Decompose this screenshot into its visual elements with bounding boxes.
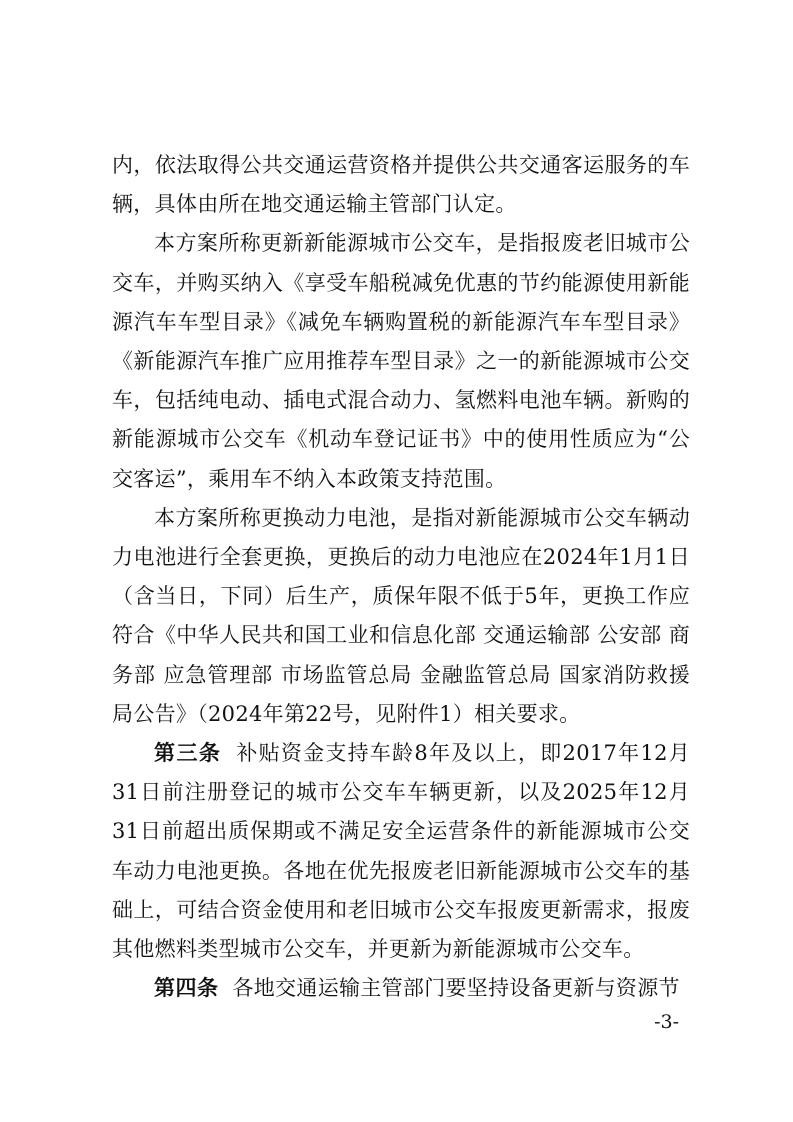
paragraph-battery-replacement-definition xyxy=(112,499,690,734)
paragraph-text: 补贴资金支持车龄8年及以上，即2017年12月31日前注册登记的城市公交车车辆更新，以及2025年12月31日前超出质保期或不满足安全运营条件的新能源城市公交车动力电池更换。各地在优先报废老旧新能源城市公交车的基础上，可结合资金使用和老旧城市公交车报废更新需求，报废其他燃料类型城市公交车，并更新为新能源城市公交车。 xyxy=(112,741,690,962)
paragraph-new-energy-bus-definition xyxy=(112,224,690,498)
paragraph-text: 内，依法取得公共交通运营资格并提供公共交通客运服务的车辆，具体由所在地交通运输主管部门认定。 xyxy=(112,153,690,217)
article-four-label: 第四条 xyxy=(154,976,219,1001)
paragraph-article-four xyxy=(112,969,690,1008)
article-three-label: 第三条 xyxy=(154,741,222,766)
paragraph-text: 本方案所称更换动力电池，是指对新能源城市公交车辆动力电池进行全套更换，更换后的动力电池应在2024年1月1日（含当日，下同）后生产，质保年限不低于5年，更换工作应符合《中华人民共和国工业和信息化部 交通运输部 公安部 商务部 应急管理部 市场监管总局 金融监管总局 国家消防救援局公告》（2024年第22号，见附件1）相关要求。 xyxy=(112,505,690,726)
paragraph-text: 本方案所称更新新能源城市公交车，是指报废老旧城市公交车，并购买纳入《享受车船税减免优惠的节约能源使用新能源汽车车型目录》《减免车辆购置税的新能源汽车车型目录》《新能源汽车推广应用推荐车型目录》之一的新能源城市公交车，包括纯电动、插电式混合动力、氢燃料电池车辆。新购的新能源城市公交车《机动车登记证书》中的使用性质应为“公交客运”，乘用车不纳入本政策支持范围。 xyxy=(112,231,690,491)
paragraph-article-three xyxy=(112,734,690,969)
paragraph-text: 各地交通运输主管部门要坚持设备更新与资源节 xyxy=(232,976,680,1001)
document-body xyxy=(112,146,690,1008)
page-number: -3- xyxy=(654,1011,679,1033)
paragraph-vehicle-definition-continued xyxy=(112,146,690,224)
